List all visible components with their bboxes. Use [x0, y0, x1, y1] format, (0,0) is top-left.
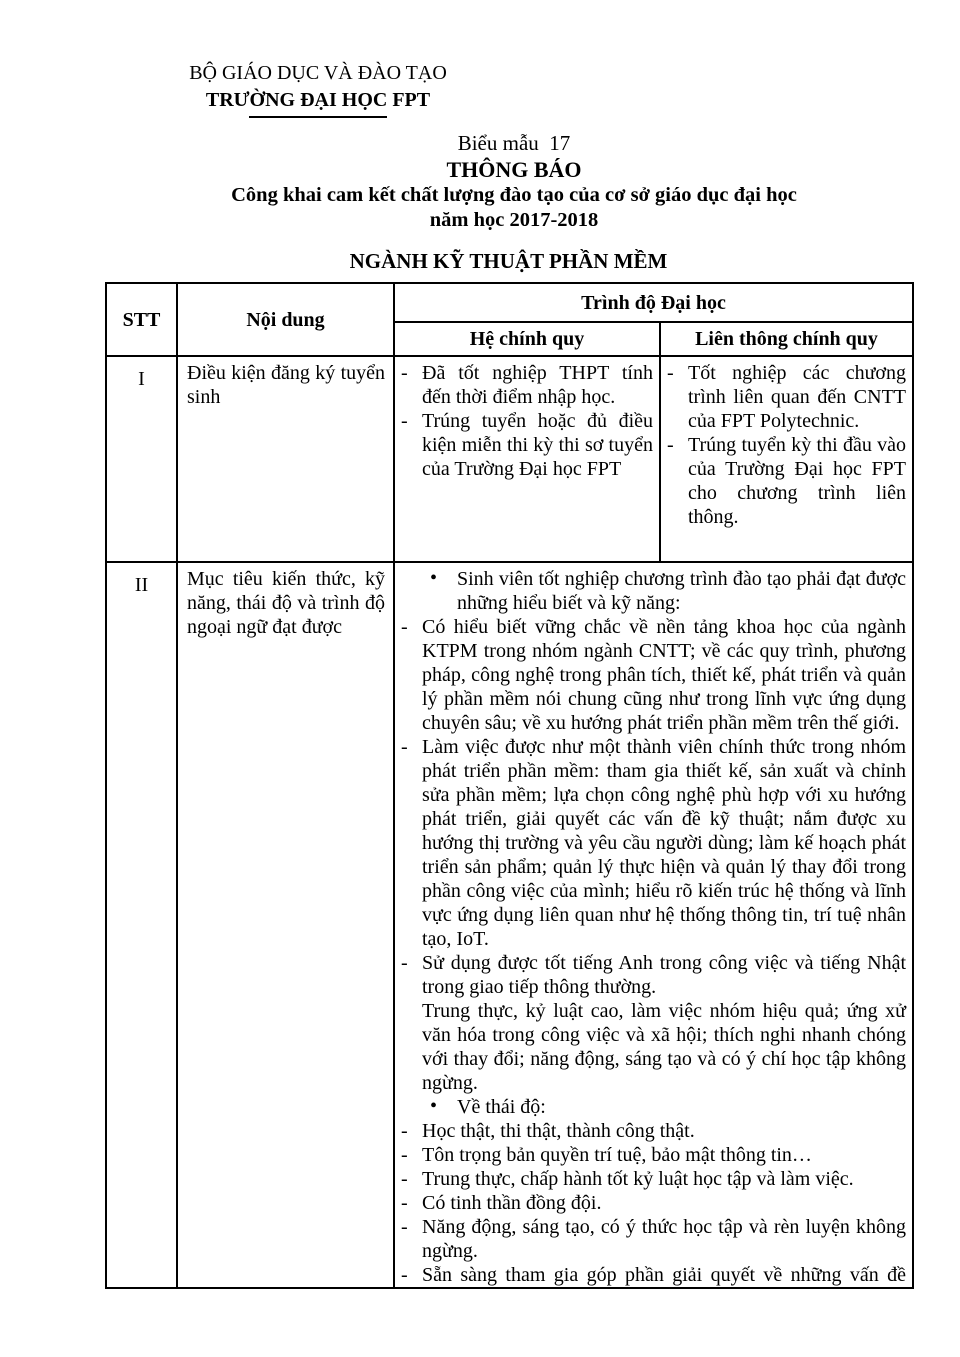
col-header-stt: STT: [106, 283, 177, 356]
list-item: - Sẵn sàng tham gia góp phần giải quyết về những vấn đề: [395, 1263, 906, 1287]
document-subtitle: Công khai cam kết chất lượng đào tạo của cơ sở giáo dục đại học: [231, 184, 797, 206]
list-item: Trung thực, kỷ luật cao, làm việc nhóm hiệu quả; ứng xử văn hóa trong công việc và xã hội; thích nghi nhanh chóng với thay đổi; năng động, sáng tạo và có ý chí học tập không ngừng.: [422, 1000, 907, 1094]
separator-line: [249, 116, 387, 118]
list-item: - Làm việc được như một thành viên chính thức trong nhóm phát triển phần mềm: tham gia thiết kế, sản xuất và chỉnh sửa phần mềm; lựa chọn công nghệ phù hợp với xu hướng phát triển, giải quyết các vấn đề kỹ thuật; nắm được xu hướng thị trường và yêu cầu người dùng; làm kế hoạch phát triển sản phẩm; quản lý thực hiện và quản lý thay đổi trong phần công việc của mình; hiểu rõ kiến trúc hệ thống và lĩnh vực ứng dụng liên quan như hệ thống thông tin, trí tuệ nhân tạo, IoT.: [395, 735, 906, 951]
section-title: NGÀNH KỸ THUẬT PHẦN MỀM: [349, 249, 668, 273]
university-name: TRƯỜNG ĐẠI HỌC FPT: [205, 89, 431, 111]
list-item: • Về thái độ:: [395, 1095, 906, 1119]
cell-lien-thong: [660, 356, 913, 562]
list-item: - Có tinh thần đồng đội.: [395, 1191, 906, 1215]
ministry-name: BỘ GIÁO DỤC VÀ ĐÀO TẠO: [189, 62, 447, 84]
list-item: - Trúng tuyển kỳ thi đầu vào của Trường Đại học FPT cho chương trình liên thông.: [661, 433, 906, 529]
col-header-he-chinh-quy: Hệ chính quy: [394, 322, 660, 356]
org-header: [183, 60, 453, 118]
list-item: - Học thật, thi thật, thành công thật.: [395, 1119, 906, 1143]
cell-merged-content: [394, 562, 913, 1288]
table-row-1: [106, 356, 913, 562]
academic-year: năm học 2017-2018: [429, 209, 599, 231]
list-item: - Trung thực, chấp hành tốt kỷ luật học tập và làm việc.: [395, 1167, 906, 1191]
list-item: - Tôn trọng bản quyền trí tuệ, bảo mật thông tin…: [395, 1143, 906, 1167]
row-number: I: [106, 356, 177, 562]
list-item: - Đã tốt nghiệp THPT tính đến thời điểm nhập học.: [395, 361, 653, 409]
row-topic: Điều kiện đăng ký tuyển sinh: [177, 356, 394, 562]
table-row-2: [106, 562, 913, 1288]
row-number: II: [106, 562, 177, 1288]
col-header-trinh-do: Trình độ Đại học: [394, 283, 913, 322]
commitment-table: [105, 282, 914, 1289]
list-item: - Năng động, sáng tạo, có ý thức học tập và rèn luyện không ngừng.: [395, 1215, 906, 1263]
list-item: • Sinh viên tốt nghiệp chương trình đào tạo phải đạt được những hiểu biết và kỹ năng:: [395, 567, 906, 615]
document-title: THÔNG BÁO: [446, 157, 582, 182]
list-item: - Có hiểu biết vững chắc về nền tảng khoa học của ngành KTPM trong nhóm ngành CNTT; về các quy trình, phương pháp, công nghệ trong phân tích, thiết kế, phát triển và quản lý phần mềm nói chung cũng như trong lĩnh vực ứng dụng chuyên sâu; về xu hướng phát triển phần mềm trên thế giới.: [395, 615, 906, 735]
title-block: [105, 131, 923, 233]
row-topic: Mục tiêu kiến thức, kỹ năng, thái độ và trình độ ngoại ngữ đạt được: [177, 562, 394, 1288]
list-item: - Sử dụng được tốt tiếng Anh trong công việc và tiếng Nhật trong giao tiếp thông thường.: [395, 951, 906, 999]
form-number: Biểu mẫu 17: [457, 131, 571, 155]
list-item: - Tốt nghiệp các chương trình liên quan đến CNTT của FPT Polytechnic.: [661, 361, 906, 433]
col-header-noi-dung: Nội dung: [177, 283, 394, 356]
col-header-lien-thong: Liên thông chính quy: [660, 322, 913, 356]
list-item: - Trúng tuyển hoặc đủ điều kiện miễn thi kỳ thi sơ tuyển của Trường Đại học FPT: [395, 409, 653, 481]
cell-he-chinh-quy: [394, 356, 660, 562]
